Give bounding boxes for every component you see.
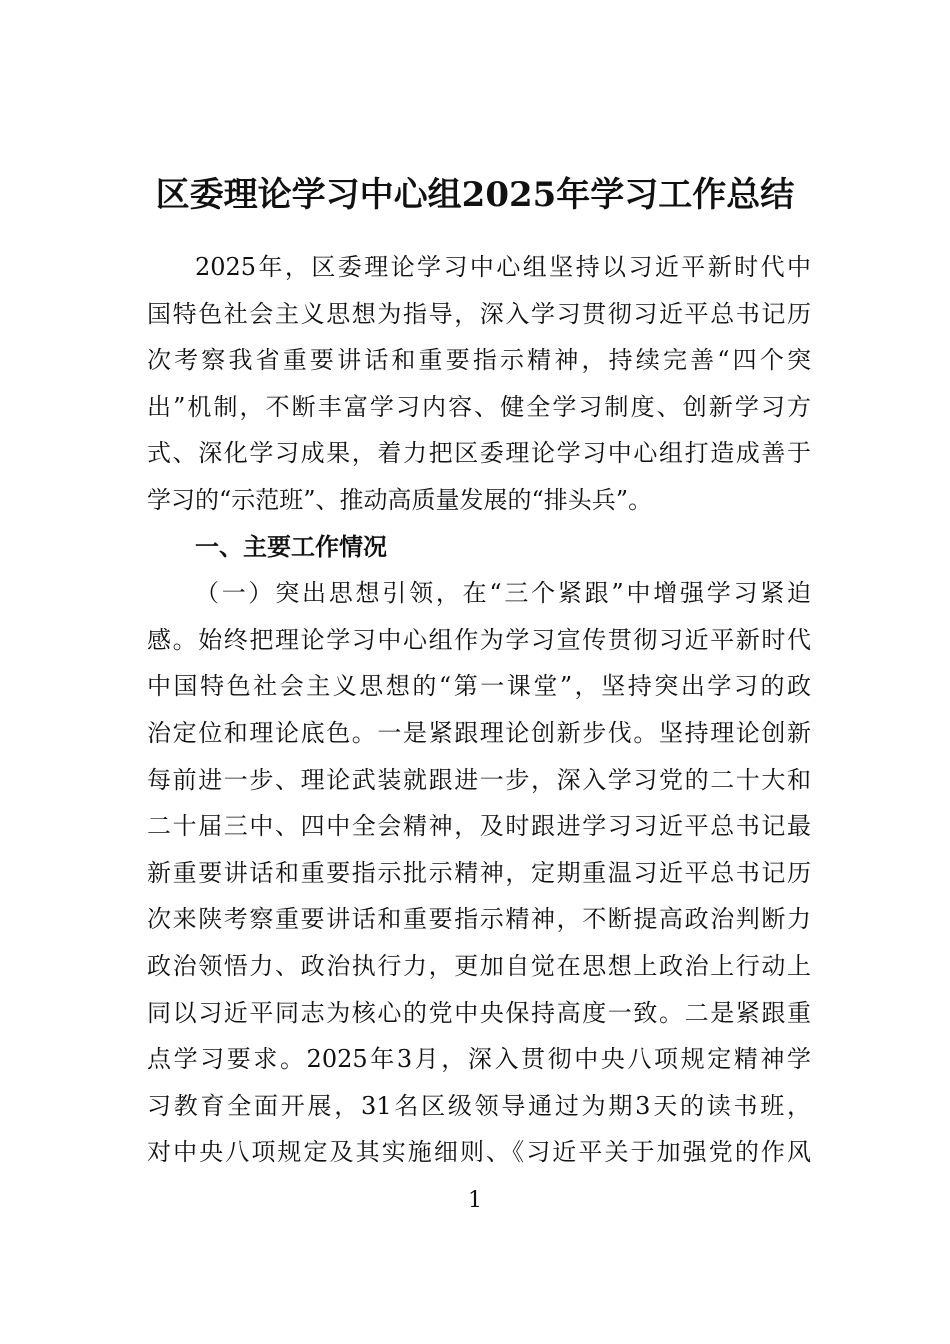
paragraph-line: 每前进一步、理论武装就跟进一步，深入学习党的二十大和 (147, 765, 811, 794)
paragraph-line: 感。始终把理论学习中心组作为学习宣传贯彻习近平新时代 (147, 625, 811, 654)
paragraph-line: 出”机制，不断丰富学习内容、健全学习制度、创新学习方 (147, 392, 811, 421)
paragraph-line: 二十届三中、四中全会精神，及时跟进学习习近平总书记最 (147, 812, 811, 841)
paragraph-line: 国特色社会主义思想为指导，深入学习贯彻习近平总书记历 (147, 299, 811, 328)
paragraph-line: 政治领悟力、政治执行力，更加自觉在思想上政治上行动上 (147, 951, 811, 980)
section-heading: 一、主要工作情况 (195, 532, 387, 561)
document-title: 区委理论学习中心组2025年学习工作总结 (155, 175, 795, 215)
paragraph-line: 习教育全面开展，31名区级领导通过为期3天的读书班， (147, 1091, 811, 1120)
paragraph-line: 中国特色社会主义思想的“第一课堂”，坚持突出学习的政 (147, 672, 811, 701)
paragraph-line: 学习的“示范班”、推动高质量发展的“排头兵”。 (147, 485, 653, 514)
paragraph-line: 2025年，区委理论学习中心组坚持以习近平新时代中 (195, 253, 811, 281)
paragraph-line: 新重要讲话和重要指示批示精神，定期重温习近平总书记历 (147, 858, 811, 887)
paragraph-line: 次来陕考察重要讲话和重要指示精神，不断提高政治判断力 (147, 905, 811, 934)
paragraph-line: （一）突出思想引领，在“三个紧跟”中增强学习紧迫 (195, 579, 811, 608)
page-number: 1 (468, 1188, 482, 1213)
paragraph-line: 对中央八项规定及其实施细则、《习近平关于加强党的作风 (147, 1138, 811, 1167)
paragraph-line: 治定位和理论底色。一是紧跟理论创新步伐。坚持理论创新 (147, 718, 811, 747)
paragraph-line: 次考察我省重要讲话和重要指示精神，持续完善“四个突 (147, 346, 811, 375)
paragraph-line: 点学习要求。2025年3月，深入贯彻中央八项规定精神学 (147, 1045, 811, 1074)
intro-paragraph (147, 244, 811, 1176)
paragraph-line: 同以习近平同志为核心的党中央保持高度一致。二是紧跟重 (147, 998, 811, 1027)
paragraph-line: 式、深化学习成果，着力把区委理论学习中心组打造成善于 (147, 439, 811, 468)
